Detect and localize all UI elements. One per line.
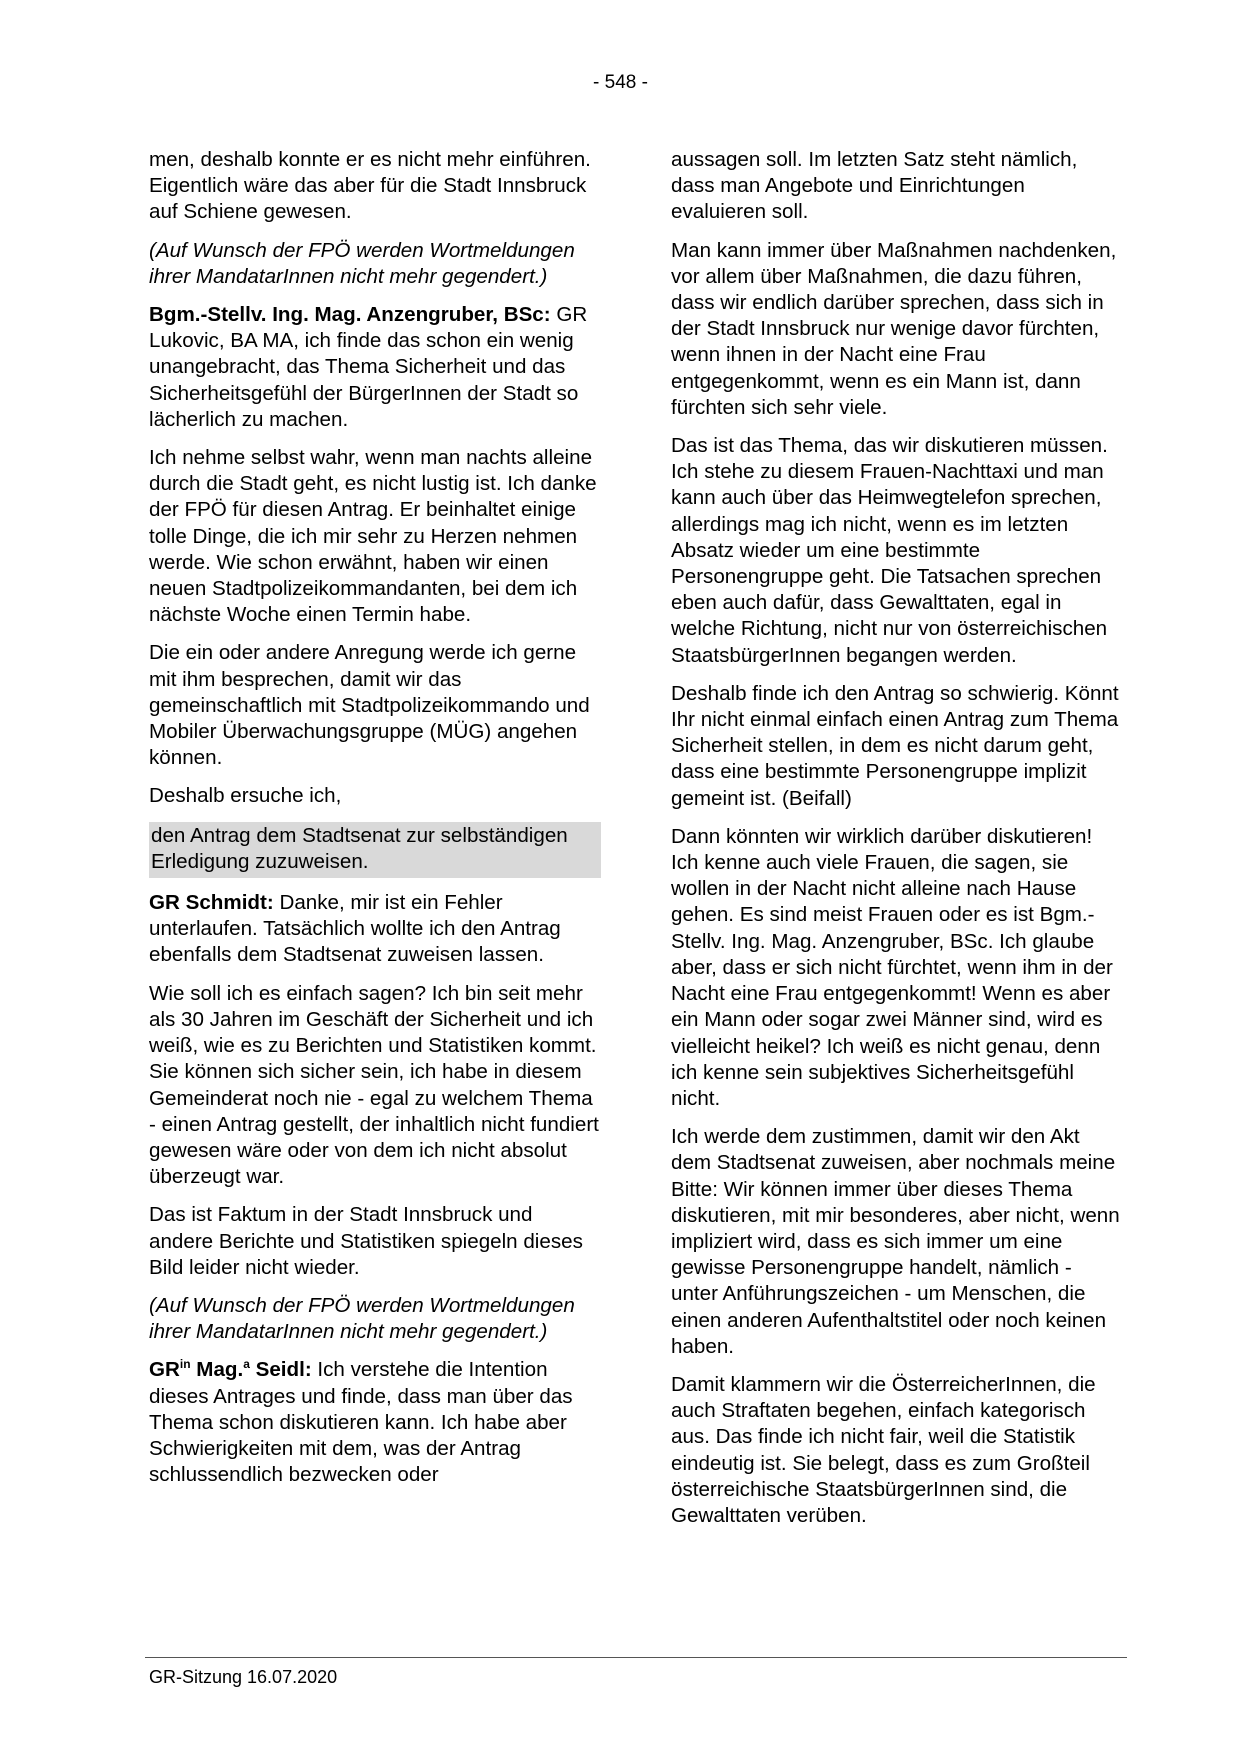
paragraph: Deshalb ersuche ich, (149, 784, 342, 808)
speaker-name: Bgm.-Stellv. Ing. Mag. Anzengruber, BSc: (149, 303, 551, 327)
speech (149, 302, 601, 433)
speech-text: Ich verstehe die Intention dieses Antrages und finde, dass man über das Thema schon diskutieren kann. Ich habe aber Schwierigkeiten mit dem, was der Antrag schlussendlich bezwecken oder (149, 1358, 573, 1487)
paragraph: Die ein oder andere Anregung werde ich gerne mit ihm besprechen, damit wir das gemeinschaftlich mit Stadtpolizeikommando und Mobiler Überwachungsgruppe (MÜG) angehen können. (149, 641, 590, 770)
paragraph: Wie soll ich es einfach sagen? Ich bin seit mehr als 30 Jahren im Geschäft der Sicherheit und ich weiß, wie es zu Berichten und Statistiken kommt. Sie können sich sicher sein, ich habe in diesem Gemeinderat noch nie - egal zu welchem Thema - einen Antrag gestellt, der inhaltlich nicht fundiert gewesen wäre oder von dem ich nicht absolut überzeugt war. (149, 981, 599, 1189)
paragraph: aussagen soll. Im letzten Satz steht nämlich, dass man Angebote und Einrichtungen evaluieren soll. (671, 148, 1078, 224)
paragraph: Man kann immer über Maßnahmen nachdenken, vor allem über Maßnahmen, die dazu führen, dass wir endlich darüber sprechen, dass sich in der Stadt Innsbruck nur wenige davor fürchten, wenn ihnen in der Nacht eine Frau entgegenkommt, wenn es ein Mann ist, dann fürchten sich sehr viele. (671, 238, 1117, 419)
footer-session-date: GR-Sitzung 16.07.2020 (149, 1667, 338, 1687)
right-column (671, 147, 1123, 1541)
paragraph: Damit klammern wir die ÖsterreicherInnen, die auch Straftaten begehen, einfach kategorisch aus. Das finde ich nicht fair, weil die Statistik eindeutig ist. Sie belegt, dass es zum Großteil österreichische StaatsbürgerInnen sind, die Gewalttaten verüben. (671, 1372, 1096, 1527)
footer-divider (145, 1657, 1127, 1658)
speech-text: GR Lukovic, BA MA, ich finde das schon ein wenig unangebracht, das Thema Sicherheit und das Sicherheitsgefühl der BürgerInnen der Stadt so lächerlich zu machen. (149, 303, 588, 431)
paragraph: Ich nehme selbst wahr, wenn man nachts alleine durch die Stadt geht, es nicht lustig ist. Ich danke der FPÖ für diesen Antrag. Er beinhaltet einige tolle Dinge, die ich mir sehr zu Herzen nehmen werde. Wie schon erwähnt, haben wir einen neuen Stadtpolizeikommandanten, bei dem ich nächste Woche einen Termin habe. (149, 446, 597, 627)
speech-text: Danke, mir ist ein Fehler unterlaufen. Tatsächlich wollte ich den Antrag ebenfalls dem Stadtsenat zuweisen lassen. (149, 891, 561, 967)
speaker-name: GR Schmidt: (149, 891, 274, 915)
speech (149, 890, 601, 969)
paragraph: Das ist Faktum in der Stadt Innsbruck und andere Berichte und Statistiken spiegeln dieses Bild leider nicht wieder. (149, 1203, 583, 1279)
page-number: - 548 - (593, 72, 648, 93)
left-column (149, 147, 601, 1500)
paragraph: Ich werde dem zustimmen, damit wir den Akt dem Stadtsenat zuweisen, aber nochmals meine Bitte: Wir können immer über dieses Thema diskutieren, mit mir besonderes, aber nicht, wenn impliziert wird, dass es sich immer um eine gewisse Personengruppe handelt, nämlich - unter Anführungszeichen - um Menschen, die einen anderen Aufenthaltstitel oder noch keinen haben. (671, 1125, 1120, 1358)
paragraph: Das ist das Thema, das wir diskutieren müssen. Ich stehe zu diesem Frauen-Nachttaxi und man kann auch über das Heimwegtelefon sprechen, allerdings mag ich nicht, wenn es im letzten Absatz wieder um eine bestimmte Personengruppe geht. Die Tatsachen sprechen eben auch dafür, dass Gewalttaten, egal in welche Richtung, nicht nur von österreichischen StaatsbürgerInnen begangen werden. (671, 434, 1108, 667)
motion-highlight: den Antrag dem Stadtsenat zur selbständigen Erledigung zuzuweisen. (149, 822, 601, 878)
paragraph: men, deshalb konnte er es nicht mehr einführen. Eigentlich wäre das aber für die Stadt Innsbruck auf Schiene gewesen. (149, 148, 591, 224)
paragraph: Deshalb finde ich den Antrag so schwierig. Könnt Ihr nicht einmal einfach einen Antrag zum Thema Sicherheit stellen, in dem es nicht darum geht, dass eine bestimmte Personengruppe implizit gemeint ist. (Beifall) (671, 681, 1119, 810)
paragraph: Dann könnten wir wirklich darüber diskutieren! Ich kenne auch viele Frauen, die sagen, sie wollen in der Nacht nicht alleine nach Hause gehen. Es sind meist Frauen oder es ist Bgm.-Stellv. Ing. Mag. Anzengruber, BSc. Ich glaube aber, dass er sich nicht fürchtet, wenn ihm in der Nacht eine Frau entgegenkommt! Wenn es aber ein Mann oder sogar zwei Männer sind, wird es vielleicht heikel? Ich weiß es nicht genau, denn ich kenne sein subjektives Sicherheitsgefühl nicht. (671, 824, 1113, 1110)
speech (149, 1357, 601, 1488)
editorial-note: (Auf Wunsch der FPÖ werden Wortmeldungen ihrer MandatarInnen nicht mehr gegendert.) (149, 1293, 575, 1344)
speaker-name: $GR^{in}$ Mag.$^a$ Seidl: (149, 1357, 312, 1382)
editorial-note: (Auf Wunsch der FPÖ werden Wortmeldungen ihrer MandatarInnen nicht mehr gegendert.) (149, 238, 575, 288)
